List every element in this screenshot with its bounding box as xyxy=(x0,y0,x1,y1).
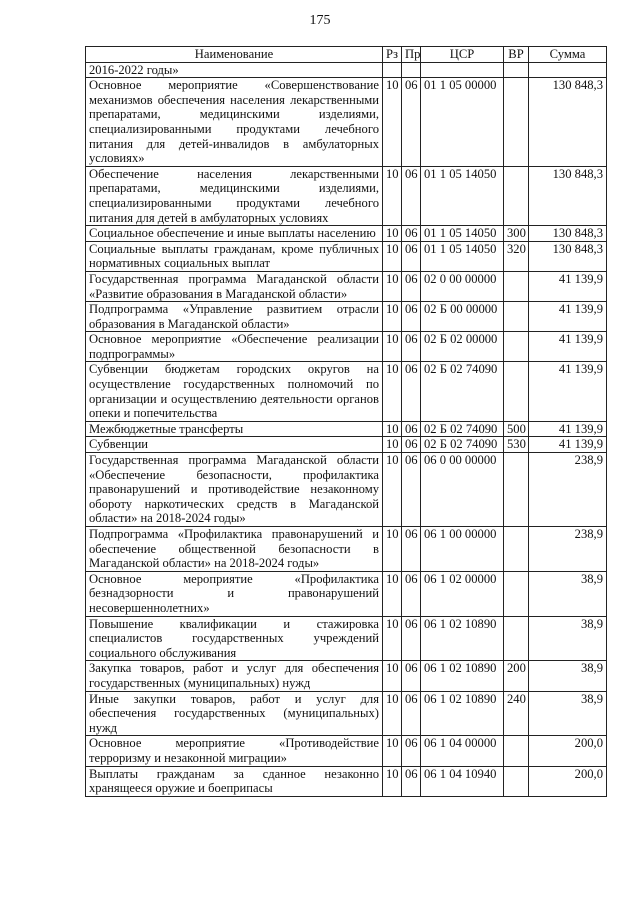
row-csr: 06 1 02 00000 xyxy=(421,571,504,616)
row-vr xyxy=(504,271,529,301)
row-vr xyxy=(504,453,529,527)
row-pr: 06 xyxy=(402,616,421,661)
row-csr: 02 Б 00 00000 xyxy=(421,302,504,332)
row-sum: 41 139,9 xyxy=(529,332,607,362)
table-row xyxy=(86,302,607,332)
row-name: Обеспечение населения лекарственными препаратами, медицинскими изделиями, специализированными продуктами лечебного питания для детей в амбулаторных условиях xyxy=(86,166,383,225)
header-sum: Сумма xyxy=(529,47,607,63)
row-rz: 10 xyxy=(383,166,402,225)
row-rz: 10 xyxy=(383,571,402,616)
row-rz: 10 xyxy=(383,78,402,167)
row-pr: 06 xyxy=(402,571,421,616)
header-name: Наименование xyxy=(86,47,383,63)
row-pr: 06 xyxy=(402,736,421,766)
table-body xyxy=(86,62,607,796)
row-rz: 10 xyxy=(383,691,402,736)
table-row xyxy=(86,736,607,766)
row-sum: 41 139,9 xyxy=(529,362,607,421)
row-rz: 10 xyxy=(383,437,402,453)
row-csr: 01 1 05 00000 xyxy=(421,78,504,167)
row-sum: 38,9 xyxy=(529,616,607,661)
row-name: Закупка товаров, работ и услуг для обеспечения государственных (муниципальных) нужд xyxy=(86,661,383,691)
row-csr: 02 0 00 00000 xyxy=(421,271,504,301)
header-rz: Рз xyxy=(383,47,402,63)
row-vr: 530 xyxy=(504,437,529,453)
table-row xyxy=(86,78,607,167)
row-csr: 02 Б 02 74090 xyxy=(421,421,504,437)
row-pr: 06 xyxy=(402,241,421,271)
row-rz: 10 xyxy=(383,661,402,691)
section-row xyxy=(86,62,607,78)
row-pr: 06 xyxy=(402,166,421,225)
row-rz: 10 xyxy=(383,362,402,421)
budget-table xyxy=(85,46,607,797)
row-pr: 06 xyxy=(402,453,421,527)
row-sum: 130 848,3 xyxy=(529,226,607,242)
row-rz: 10 xyxy=(383,226,402,242)
row-sum: 41 139,9 xyxy=(529,437,607,453)
row-rz: 10 xyxy=(383,332,402,362)
row-sum: 130 848,3 xyxy=(529,78,607,167)
row-name: Повышение квалификации и стажировка специалистов государственных учреждений социального обслуживания xyxy=(86,616,383,661)
table-row xyxy=(86,332,607,362)
row-name: Подпрограмма «Управление развитием отрасли образования в Магаданской области» xyxy=(86,302,383,332)
row-sum: 38,9 xyxy=(529,661,607,691)
header-vr: ВР xyxy=(504,47,529,63)
row-sum: 238,9 xyxy=(529,527,607,572)
row-name: Подпрограмма «Профилактика правонарушений и обеспечение общественной безопасности в Магаданской области» на 2018-2024 годы» xyxy=(86,527,383,572)
row-pr: 06 xyxy=(402,332,421,362)
row-vr xyxy=(504,766,529,796)
row-sum: 41 139,9 xyxy=(529,421,607,437)
row-name: Социальные выплаты гражданам, кроме публичных нормативных социальных выплат xyxy=(86,241,383,271)
table-row xyxy=(86,527,607,572)
row-sum: 130 848,3 xyxy=(529,166,607,225)
page-number: 175 xyxy=(309,13,331,28)
header-csr: ЦСР xyxy=(421,47,504,63)
row-vr xyxy=(504,527,529,572)
row-vr xyxy=(504,166,529,225)
row-name: Основное мероприятие «Профилактика безнадзорности и правонарушений несовершеннолетних» xyxy=(86,571,383,616)
row-name: Государственная программа Магаданской области «Обеспечение безопасности, профилактика правонарушений и противодействие незаконному обороту наркотических средств в Магаданской области» на 2018-2024 годы» xyxy=(86,453,383,527)
row-csr: 06 1 00 00000 xyxy=(421,527,504,572)
row-name: Государственная программа Магаданской области «Развитие образования в Магаданской области» xyxy=(86,271,383,301)
row-rz: 10 xyxy=(383,302,402,332)
table-row xyxy=(86,571,607,616)
table-row xyxy=(86,271,607,301)
row-pr: 06 xyxy=(402,691,421,736)
row-rz: 10 xyxy=(383,453,402,527)
row-csr: 06 1 02 10890 xyxy=(421,691,504,736)
row-csr: 02 Б 02 00000 xyxy=(421,332,504,362)
row-vr: 200 xyxy=(504,661,529,691)
row-pr: 06 xyxy=(402,271,421,301)
row-vr: 300 xyxy=(504,226,529,242)
row-vr xyxy=(504,302,529,332)
row-rz: 10 xyxy=(383,241,402,271)
row-vr xyxy=(504,78,529,167)
table-row xyxy=(86,437,607,453)
table-row xyxy=(86,226,607,242)
row-rz: 10 xyxy=(383,527,402,572)
table-row xyxy=(86,661,607,691)
table-row xyxy=(86,166,607,225)
row-name: Межбюджетные трансферты xyxy=(86,421,383,437)
header-pr: Пр xyxy=(402,47,421,63)
table-row xyxy=(86,421,607,437)
row-csr: 01 1 05 14050 xyxy=(421,241,504,271)
row-csr: 06 0 00 00000 xyxy=(421,453,504,527)
row-sum: 38,9 xyxy=(529,571,607,616)
table-row xyxy=(86,362,607,421)
row-vr xyxy=(504,736,529,766)
row-rz: 10 xyxy=(383,736,402,766)
row-sum: 38,9 xyxy=(529,691,607,736)
row-sum: 200,0 xyxy=(529,766,607,796)
row-vr xyxy=(504,362,529,421)
row-csr: 01 1 05 14050 xyxy=(421,226,504,242)
row-rz: 10 xyxy=(383,421,402,437)
row-pr: 06 xyxy=(402,78,421,167)
row-rz: 10 xyxy=(383,616,402,661)
row-sum: 41 139,9 xyxy=(529,302,607,332)
table-row xyxy=(86,691,607,736)
table-header-row xyxy=(86,47,607,63)
row-pr: 06 xyxy=(402,362,421,421)
row-sum: 238,9 xyxy=(529,453,607,527)
row-vr xyxy=(504,571,529,616)
row-name: Основное мероприятие «Совершенствование механизмов обеспечения населения лекарственными препаратами, медицинскими изделиями, специализированными продуктами лечебного питания для детей-инвалидов в амбулаторных условиях» xyxy=(86,78,383,167)
row-pr: 06 xyxy=(402,661,421,691)
row-pr: 06 xyxy=(402,226,421,242)
row-pr: 06 xyxy=(402,421,421,437)
table-row xyxy=(86,241,607,271)
row-vr: 240 xyxy=(504,691,529,736)
row-csr: 06 1 02 10890 xyxy=(421,661,504,691)
row-rz: 10 xyxy=(383,271,402,301)
section-label: 2016-2022 годы» xyxy=(86,62,383,78)
row-pr: 06 xyxy=(402,766,421,796)
row-name: Социальное обеспечение и иные выплаты населению xyxy=(86,226,383,242)
table-row xyxy=(86,616,607,661)
row-csr: 06 1 04 00000 xyxy=(421,736,504,766)
row-sum: 41 139,9 xyxy=(529,271,607,301)
row-csr: 02 Б 02 74090 xyxy=(421,437,504,453)
table-row xyxy=(86,453,607,527)
row-csr: 01 1 05 14050 xyxy=(421,166,504,225)
row-vr: 320 xyxy=(504,241,529,271)
row-csr: 06 1 04 10940 xyxy=(421,766,504,796)
row-pr: 06 xyxy=(402,302,421,332)
row-csr: 06 1 02 10890 xyxy=(421,616,504,661)
row-pr: 06 xyxy=(402,527,421,572)
row-name: Основное мероприятие «Противодействие терроризму и незаконной миграции» xyxy=(86,736,383,766)
table-row xyxy=(86,766,607,796)
row-vr xyxy=(504,616,529,661)
row-name: Субвенции xyxy=(86,437,383,453)
row-sum: 200,0 xyxy=(529,736,607,766)
row-vr xyxy=(504,332,529,362)
row-name: Иные закупки товаров, работ и услуг для обеспечения государственных (муниципальных) нужд xyxy=(86,691,383,736)
row-pr: 06 xyxy=(402,437,421,453)
row-name: Субвенции бюджетам городских округов на осуществление государственных полномочий по организации и осуществлению деятельности органов опеки и попечительства xyxy=(86,362,383,421)
row-sum: 130 848,3 xyxy=(529,241,607,271)
row-rz: 10 xyxy=(383,766,402,796)
row-name: Основное мероприятие «Обеспечение реализации подпрограммы» xyxy=(86,332,383,362)
row-csr: 02 Б 02 74090 xyxy=(421,362,504,421)
row-name: Выплаты гражданам за сданное незаконно хранящееся оружие и боеприпасы xyxy=(86,766,383,796)
row-vr: 500 xyxy=(504,421,529,437)
